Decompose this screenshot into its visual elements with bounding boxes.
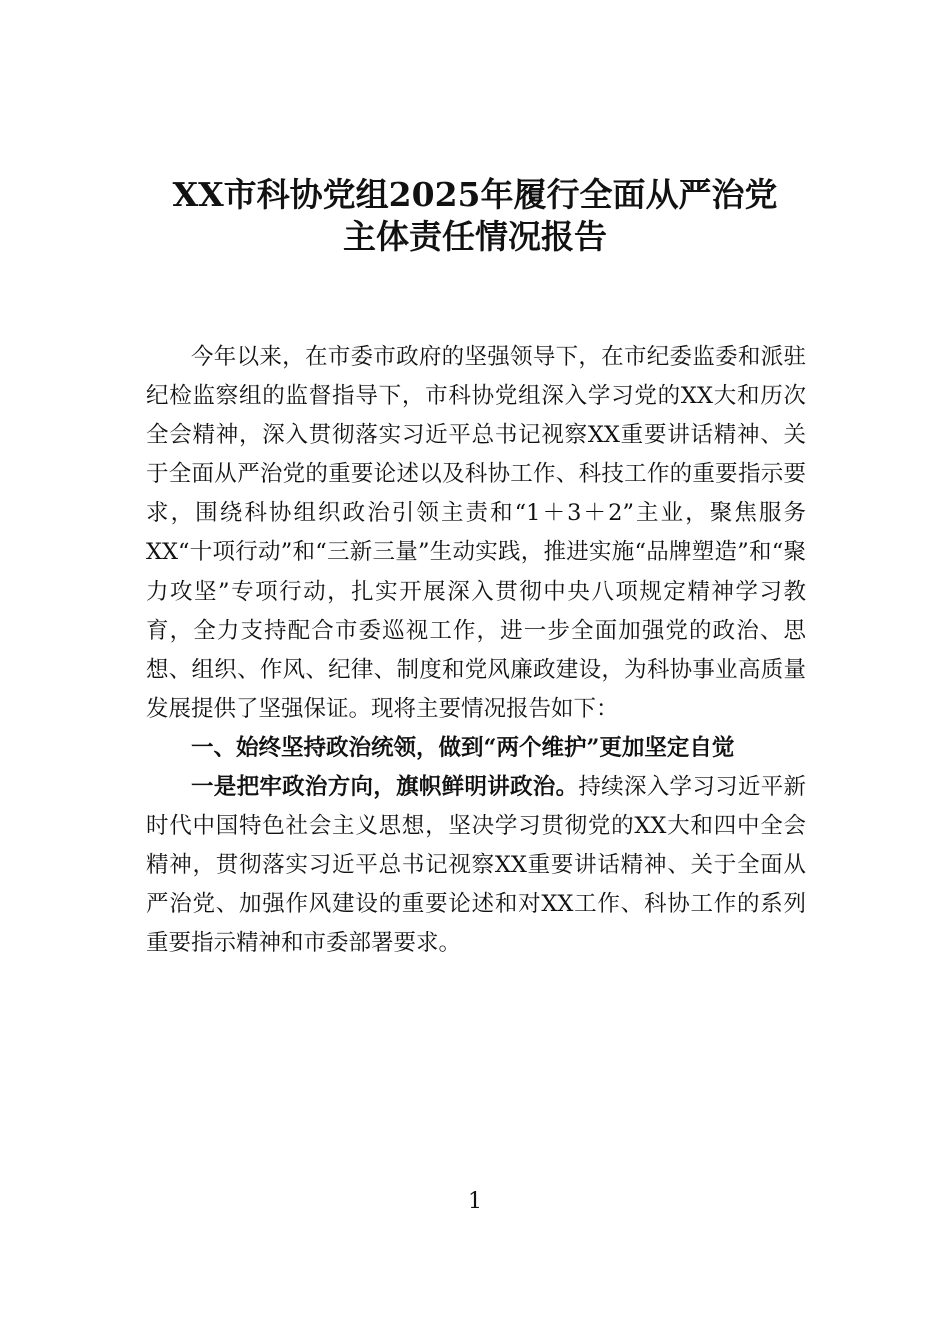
intro-paragraph: 今年以来，在市委市政府的坚强领导下，在市纪委监委和派驻纪检监察组的监督指导下，市科协党组深入学习党的XX大和历次全会精神，深入贯彻落实习近平总书记视察XX重要讲话精神、关于全面从严治党的重要论述以及科协工作、科技工作的重要指示要求，围绕科协组织政治引领主责和“1＋3＋2”主业，聚焦服务XX“十项行动”和“三新三量”生动实践，推进实施“品牌塑造”和“聚力攻坚”专项行动，扎实开展深入贯彻中央八项规定精神学习教育，全力支持配合市委巡视工作，进一步全面加强党的政治、思想、组织、作风、纪律、制度和党风廉政建设，为科协事业高质量发展提供了坚强保证。现将主要情况报告如下： xyxy=(146,344,806,722)
section-heading: 一、始终坚持政治统领，做到“两个维护”更加坚定自觉 xyxy=(191,734,735,761)
document-title-line-2: 主体责任情况报告 xyxy=(343,217,607,256)
document-body xyxy=(146,338,806,964)
paragraph-lead: 一是把牢政治方向，旗帜鲜明讲政治。 xyxy=(191,774,579,801)
document-title-line-1: XX市科协党组2025年履行全面从严治党 xyxy=(172,175,778,214)
paragraph-text: 持续深入学习习近平新时代中国特色社会主义思想，坚决学习贯彻党的XX大和四中全会精神，贯彻落实习近平总书记视察XX重要讲话精神、关于全面从严治党、加强作风建设的重要论述和对XX工作、科协工作的系列重要指示精神和市委部署要求。 xyxy=(146,774,806,957)
page-number: 1 xyxy=(468,1189,482,1214)
body-paragraph xyxy=(146,768,806,963)
